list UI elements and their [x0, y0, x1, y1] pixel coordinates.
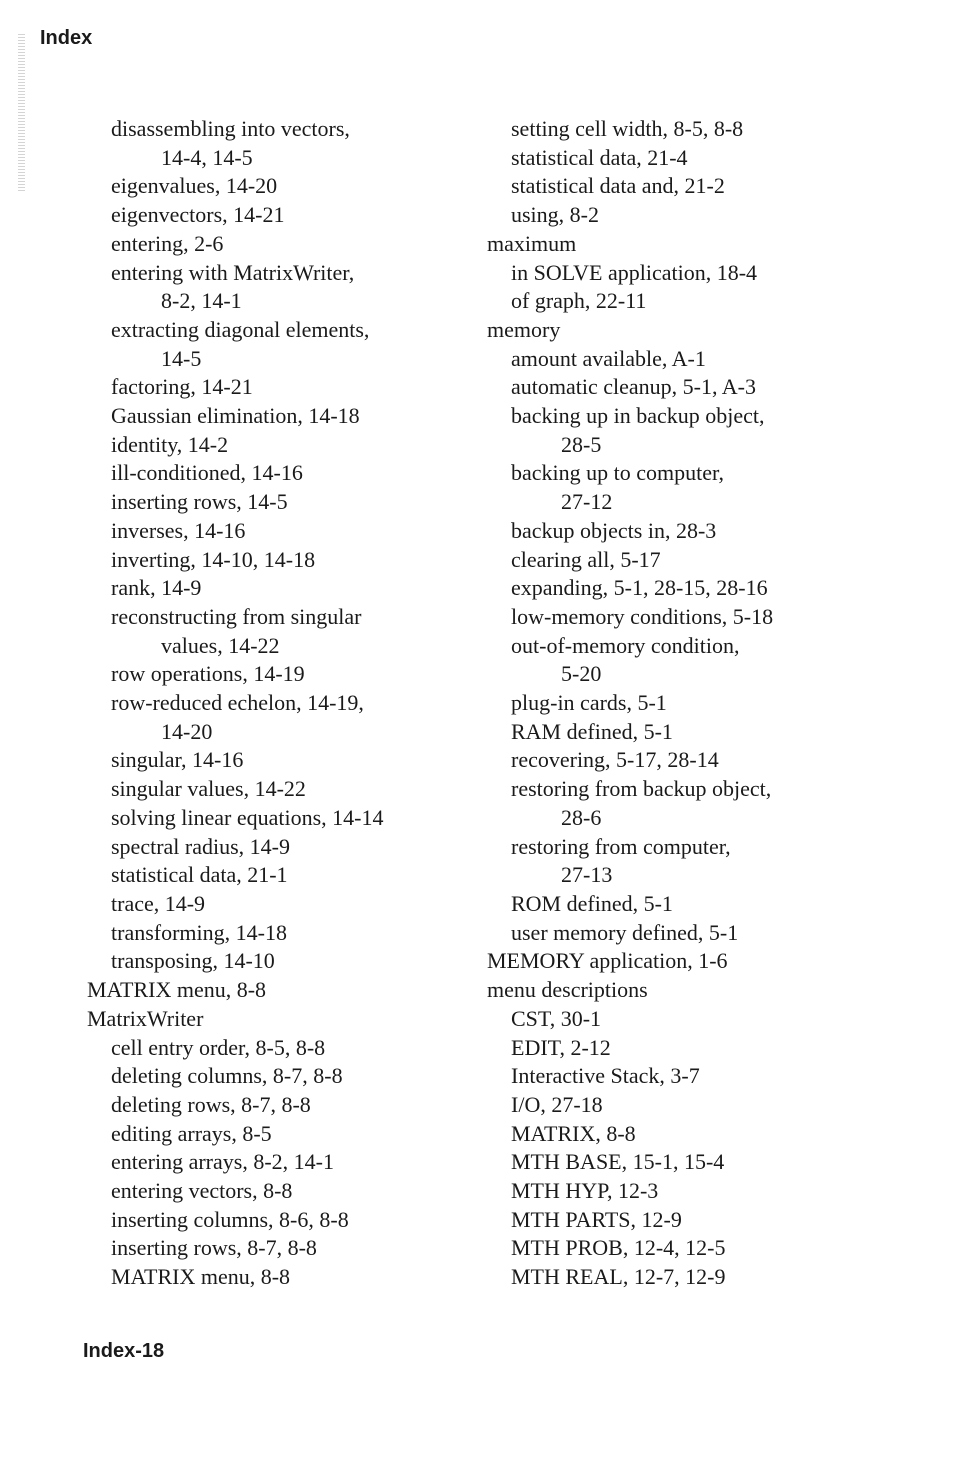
index-column-left [87, 115, 487, 1292]
index-continuation: values, 14-22 [161, 632, 280, 658]
index-subentry: cell entry order, 8-5, 8-8 [111, 1034, 326, 1060]
index-subentry: inverses, 14-16 [111, 517, 246, 543]
running-head: Index [40, 27, 93, 49]
index-subentry: statistical data and, 21-2 [511, 173, 725, 199]
index-subentry: backup objects in, 28-3 [511, 517, 717, 543]
index-subentry: row operations, 14-19 [111, 661, 305, 687]
index-subentry: row-reduced echelon, 14-19, [111, 690, 364, 716]
index-entry: maximum [487, 230, 577, 256]
index-subentry: MTH REAL, 12-7, 12-9 [511, 1264, 726, 1290]
index-subentry: singular, 14-16 [111, 747, 244, 773]
index-continuation: 14-20 [161, 718, 213, 744]
index-subentry: eigenvalues, 14-20 [111, 173, 278, 199]
index-subentry: rank, 14-9 [111, 575, 202, 601]
index-continuation: 28-6 [561, 804, 602, 830]
page-edge-marking [18, 34, 25, 192]
index-entry: MATRIX menu, 8-8 [87, 977, 267, 1003]
page-number: Index-18 [83, 1340, 165, 1362]
index-subentry: deleting rows, 8-7, 8-8 [111, 1091, 311, 1117]
index-subentry: statistical data, 21-1 [111, 862, 288, 888]
index-subentry: Gaussian elimination, 14-18 [111, 403, 360, 429]
index-subentry: setting cell width, 8-5, 8-8 [511, 116, 744, 141]
index-continuation: 27-13 [561, 862, 613, 888]
index-subentry: inverting, 14-10, 14-18 [111, 546, 316, 572]
index-continuation: 27-12 [561, 489, 613, 515]
index-subentry: plug-in cards, 5-1 [511, 690, 667, 716]
index-subentry: restoring from computer, [511, 833, 731, 859]
index-entry: MEMORY application, 1-6 [487, 948, 728, 974]
index-subentry: MTH BASE, 15-1, 15-4 [511, 1149, 725, 1175]
index-subentry: MATRIX menu, 8-8 [111, 1264, 291, 1290]
index-subentry: backing up in backup object, [511, 403, 765, 429]
index-subentry: MTH PROB, 12-4, 12-5 [511, 1235, 726, 1261]
index-subentry: ROM defined, 5-1 [511, 890, 673, 916]
index-entry: memory [487, 316, 561, 342]
index-subentry: RAM defined, 5-1 [511, 718, 673, 744]
index-subentry: MTH PARTS, 12-9 [511, 1206, 682, 1232]
index-subentry: singular values, 14-22 [111, 776, 306, 802]
index-continuation: 14-4, 14-5 [161, 144, 253, 170]
index-continuation: 5-20 [561, 661, 602, 687]
index-subentry: expanding, 5-1, 28-15, 28-16 [511, 575, 768, 601]
index-subentry: user memory defined, 5-1 [511, 919, 739, 945]
index-subentry: inserting columns, 8-6, 8-8 [111, 1206, 349, 1232]
index-subentry: factoring, 14-21 [111, 374, 253, 400]
index-subentry: spectral radius, 14-9 [111, 833, 290, 859]
index-subentry: deleting columns, 8-7, 8-8 [111, 1063, 343, 1089]
index-subentry: MATRIX, 8-8 [511, 1120, 636, 1146]
index-entry: menu descriptions [487, 977, 648, 1003]
index-subentry: I/O, 27-18 [511, 1091, 603, 1117]
index-subentry: statistical data, 21-4 [511, 144, 688, 170]
index-subentry: disassembling into vectors, [111, 116, 350, 141]
index-subentry: editing arrays, 8-5 [111, 1120, 272, 1146]
index-column-right [487, 115, 927, 1292]
index-subentry: EDIT, 2-12 [511, 1034, 611, 1060]
index-subentry: clearing all, 5-17 [511, 546, 661, 572]
index-subentry: transforming, 14-18 [111, 919, 287, 945]
index-subentry: inserting rows, 14-5 [111, 489, 288, 515]
index-subentry: out-of-memory condition, [511, 632, 740, 658]
index-subentry: of graph, 22-11 [511, 288, 647, 314]
index-continuation: 8-2, 14-1 [161, 288, 242, 314]
index-subentry: ill-conditioned, 14-16 [111, 460, 303, 486]
index-subentry: entering arrays, 8-2, 14-1 [111, 1149, 334, 1175]
index-continuation: 14-5 [161, 345, 202, 371]
index-subentry: in SOLVE application, 18-4 [511, 259, 758, 285]
index-subentry: solving linear equations, 14-14 [111, 804, 384, 830]
index-subentry: amount available, A-1 [511, 345, 706, 371]
index-subentry: entering, 2-6 [111, 230, 224, 256]
index-subentry: eigenvectors, 14-21 [111, 202, 285, 228]
index-subentry: inserting rows, 8-7, 8-8 [111, 1235, 317, 1261]
index-subentry: using, 8-2 [511, 202, 599, 228]
index-subentry: extracting diagonal elements, [111, 316, 370, 342]
index-subentry: transposing, 14-10 [111, 948, 275, 974]
index-subentry: MTH HYP, 12-3 [511, 1178, 659, 1204]
index-subentry: automatic cleanup, 5-1, A-3 [511, 374, 756, 400]
index-subentry: Interactive Stack, 3-7 [511, 1063, 700, 1089]
index-subentry: backing up to computer, [511, 460, 724, 486]
index-subentry: recovering, 5-17, 28-14 [511, 747, 719, 773]
index-entry: MatrixWriter [87, 1005, 204, 1031]
index-subentry: identity, 14-2 [111, 431, 229, 457]
index-subentry: reconstructing from singular [111, 603, 362, 629]
index-continuation: 28-5 [561, 431, 602, 457]
index-subentry: low-memory conditions, 5-18 [511, 603, 774, 629]
index-subentry: entering with MatrixWriter, [111, 259, 355, 285]
index-subentry: CST, 30-1 [511, 1005, 602, 1031]
index-subentry: restoring from backup object, [511, 776, 772, 802]
index-subentry: trace, 14-9 [111, 890, 206, 916]
index-subentry: entering vectors, 8-8 [111, 1178, 293, 1204]
